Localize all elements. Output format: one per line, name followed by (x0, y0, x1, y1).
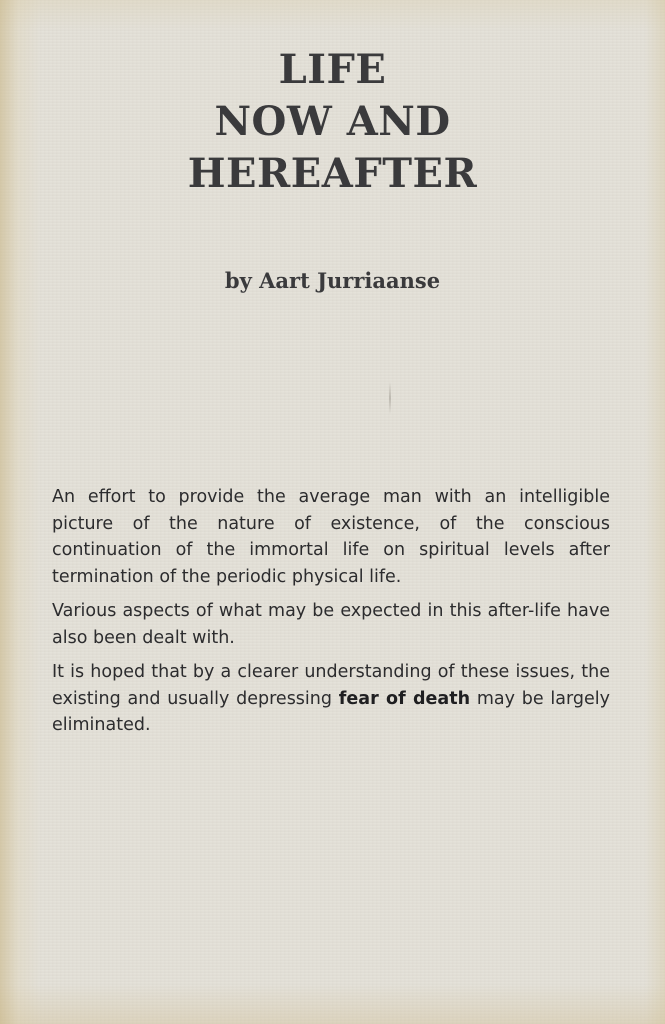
description-paragraph-3 (52, 659, 610, 739)
author-line: by Aart Jurriaanse (224, 268, 441, 293)
paragraph-3-text-end: may be largely eliminated. (52, 688, 611, 735)
book-title (0, 44, 665, 200)
description-paragraph-1: An effort to provide the average man with an intelligible picture of the nature of existence, of the conscious continuation of the immortal life on spiritual levels after termination of the periodic physical life. (52, 487, 610, 587)
paper-blemish (389, 382, 391, 414)
title-line-1: LIFE (278, 46, 387, 93)
title-line-3: HEREAFTER (187, 150, 478, 197)
book-description (52, 484, 610, 747)
paragraph-3-text-start: It is hoped that by a clearer understanding of these issues, the existing and usually depressing (52, 662, 610, 709)
emphasis-fear-of-death: fear of death (338, 688, 471, 709)
description-paragraph-2: Various aspects of what may be expected in this after-life have also been dealt with. (52, 601, 610, 648)
title-line-2: NOW AND (214, 98, 451, 145)
